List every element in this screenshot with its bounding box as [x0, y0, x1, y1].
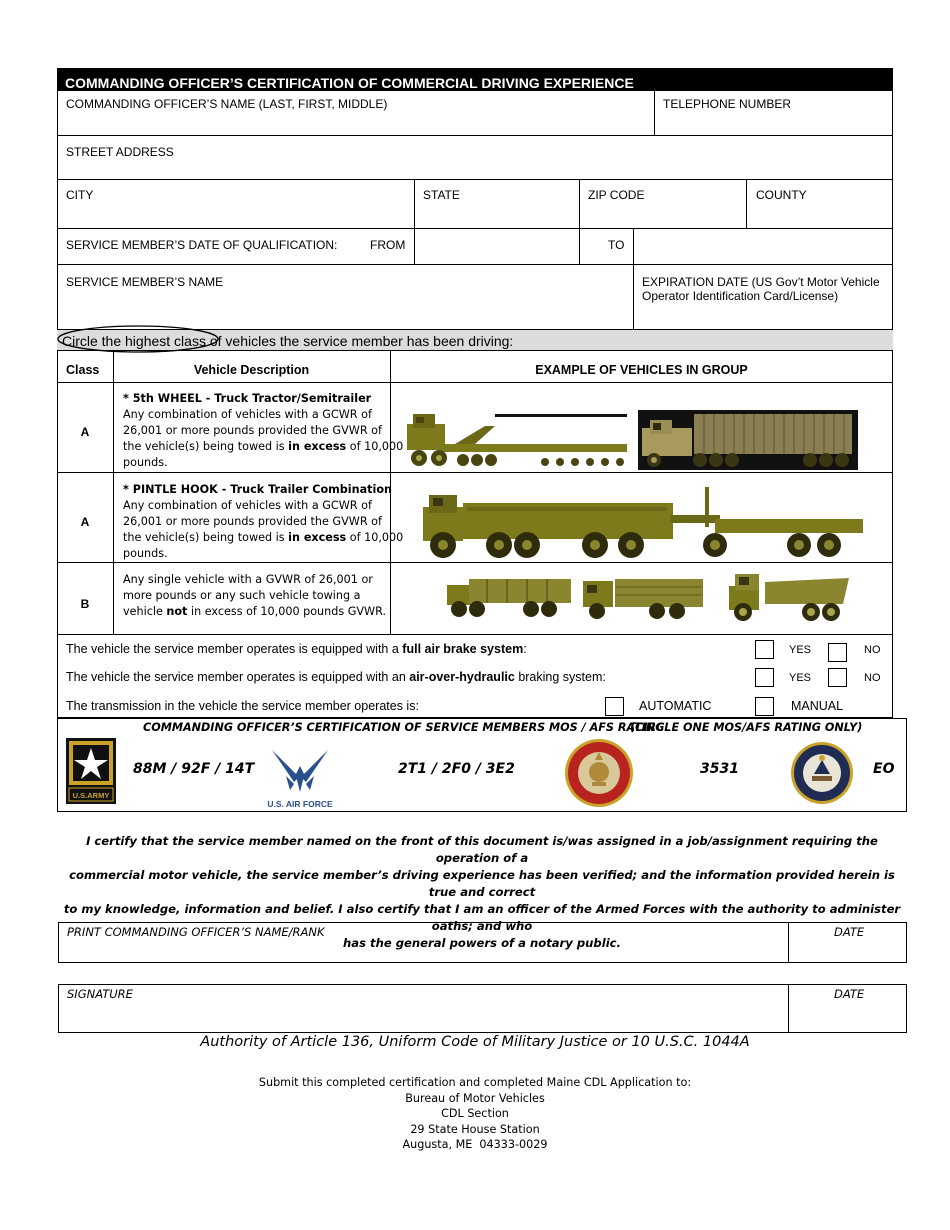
- marines-mos-code[interactable]: 3531: [700, 761, 739, 777]
- air-brake-yes-checkbox[interactable]: [755, 640, 774, 659]
- tractor-lowboy-trailer-image: [405, 408, 630, 470]
- mos-heading-note: (CIRCLE ONE MOS/AFS RATING ONLY): [630, 721, 863, 734]
- vehicle-class-instruction: Circle the highest class of vehicles the service member has been driving:: [62, 333, 514, 349]
- certification-statement: I certify that the service member named on the front of this document is/was assigned in a job/assignment requiring the operation of a commercial motor vehicle, the service member’s driving experience has been verified; and the information provided herein is true and correct to my knowledge, information and belief. I also certify that I am an officer of the Armed Forces with the authority to administer oaths; and who has the general powers of a notary public.: [63, 834, 901, 950]
- signature-label: SIGNATURE: [67, 987, 133, 1001]
- print-date-field[interactable]: [795, 940, 900, 960]
- zip-code-label: ZIP CODE: [588, 188, 645, 202]
- expiration-date-label-line2: Operator Identification Card/License): [642, 289, 839, 303]
- air-brake-no-label: NO: [864, 644, 881, 656]
- qualification-date-label: SERVICE MEMBER’S DATE OF QUALIFICATION:: [66, 238, 338, 252]
- mos-heading: COMMANDING OFFICER’S CERTIFICATION OF SERVICE MEMBERS MOS / AFS RATING: [143, 721, 665, 734]
- hydraulic-no-label: NO: [864, 672, 881, 684]
- hydraulic-yes-checkbox[interactable]: [755, 668, 774, 687]
- hydraulic-question: The vehicle the service member operates is equipped with an air-over-hydraulic braking system:: [66, 670, 606, 684]
- automatic-label: AUTOMATIC: [639, 699, 712, 713]
- air-brake-question: The vehicle the service member operates is equipped with a full air brake system:: [66, 642, 527, 656]
- co-name-label: COMMANDING OFFICER’S NAME (LAST, FIRST, MIDDLE): [66, 97, 388, 111]
- automatic-checkbox[interactable]: [605, 697, 624, 716]
- signature-date-label: DATE: [834, 987, 865, 1001]
- army-logo-text: U.S.ARMY: [72, 791, 110, 800]
- army-mos-codes[interactable]: 88M / 92F / 14T: [133, 761, 255, 777]
- street-address-label: STREET ADDRESS: [66, 145, 174, 159]
- dump-truck-image: [727, 570, 851, 622]
- from-label: FROM: [370, 238, 406, 252]
- navy-rating-code[interactable]: EO: [873, 761, 895, 777]
- row-pintle-hook-description: * PINTLE HOOK - Truck Trailer Combination Any combination of vehicles with a GCWR of 26,001 or more pounds provided the GVWR of the vehicle(s) being towed is in excess of 10,000 pounds.: [123, 483, 404, 560]
- tractor-container-trailer-image: [638, 410, 858, 470]
- class-a-5th-wheel: A: [80, 425, 90, 439]
- telephone-label: TELEPHONE NUMBER: [663, 97, 792, 111]
- airforce-afs-codes[interactable]: 2T1 / 2F0 / 3E2: [398, 761, 515, 777]
- airforce-logo-text: U.S. AIR FORCE: [267, 799, 333, 809]
- fmtv-truck-image: [583, 575, 705, 621]
- county-label: COUNTY: [756, 188, 807, 202]
- form-title: COMMANDING OFFICER’S CERTIFICATION OF COMMERCIAL DRIVING EXPERIENCE: [57, 68, 893, 91]
- usmc-seal: [564, 738, 634, 808]
- print-name-field[interactable]: [66, 940, 781, 960]
- description-column-header: Vehicle Description: [193, 363, 310, 377]
- class-column-header: Class: [66, 363, 100, 377]
- manual-checkbox[interactable]: [755, 697, 774, 716]
- cargo-truck-image: [447, 575, 575, 619]
- row-class-b-description: Any single vehicle with a GVWR of 26,001 or more pounds or any such vehicle towing a vehicle not in excess of 10,000 pounds GVWR.: [123, 573, 387, 618]
- service-member-name-label: SERVICE MEMBER’S NAME: [66, 275, 224, 289]
- hydraulic-yes-label: YES: [789, 672, 812, 684]
- city-label: CITY: [66, 188, 94, 202]
- transmission-question: The transmission in the vehicle the service member operates is:: [66, 699, 419, 713]
- print-date-label: DATE: [834, 925, 865, 939]
- truck-pintle-trailer-image: [415, 485, 865, 560]
- class-a-pintle-hook: A: [80, 515, 90, 529]
- class-b: B: [80, 597, 90, 611]
- air-brake-no-checkbox[interactable]: [828, 643, 847, 662]
- us-air-force-logo: [270, 746, 330, 794]
- submit-instructions: Submit this completed certification and completed Maine CDL Application to: Bureau of Motor Vehicles CDL Section 29 State House Station Augusta, ME 04333-0029: [258, 1076, 692, 1151]
- air-brake-yes-label: YES: [789, 644, 812, 656]
- row-5th-wheel-description: * 5th WHEEL - Truck Tractor/Semitrailer Any combination of vehicles with a GCWR of 26,001 or more pounds provided the GVWR of the vehicle(s) being towed is in excess of 10,000 pounds.: [123, 392, 404, 469]
- print-name-label: PRINT COMMANDING OFFICER’S NAME/RANK: [67, 925, 325, 939]
- row-heading: * 5th WHEEL - Truck Tractor/Semitrailer: [123, 392, 372, 405]
- signature-field[interactable]: [66, 1004, 781, 1030]
- authority-statement: Authority of Article 136, Uniform Code of Military Justice or 10 U.S.C. 1044A: [200, 1034, 750, 1050]
- manual-label: MANUAL: [791, 699, 844, 713]
- hydraulic-no-checkbox[interactable]: [828, 668, 847, 687]
- to-label: TO: [608, 238, 625, 252]
- state-label: STATE: [423, 188, 460, 202]
- examples-column-header: EXAMPLE OF VEHICLES IN GROUP: [535, 363, 748, 377]
- expiration-date-label-line1: EXPIRATION DATE (US Gov’t Motor Vehicle: [642, 275, 880, 289]
- signature-date-field[interactable]: [795, 1004, 900, 1030]
- us-navy-seal: [790, 740, 854, 806]
